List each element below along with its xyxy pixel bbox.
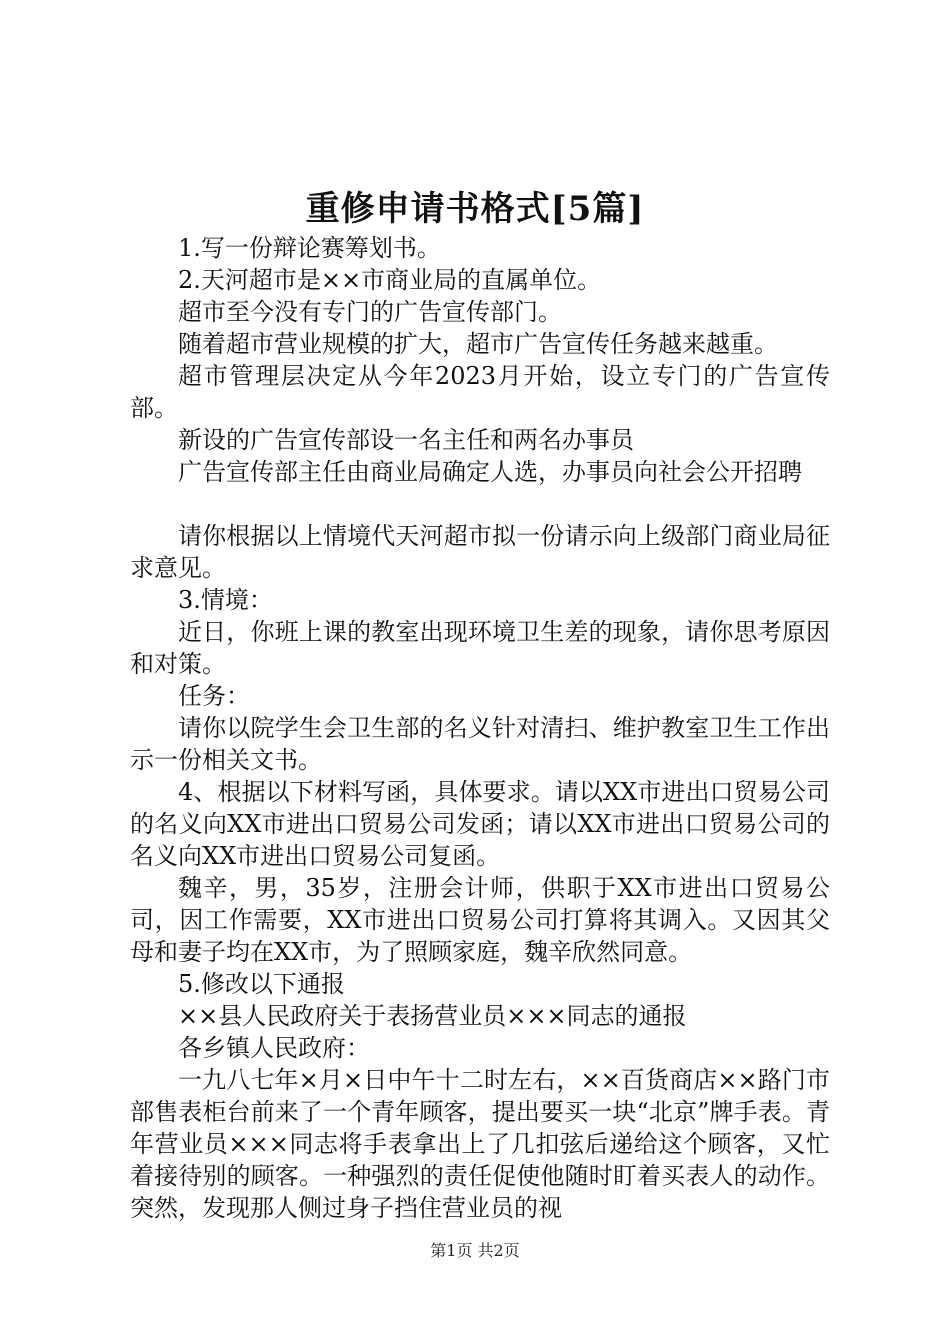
paragraph-7: 广告宣传部主任由商业局确定人选，办事员向社会公开招聘: [178, 458, 802, 486]
paragraph-13: 4、根据以下材料写函，具体要求。请以XX市进出口贸易公司的名义向XX市进出口贸易公司发函；请以XX市进出口贸易公司的名义向XX市进出口贸易公司复函。: [130, 778, 830, 870]
paragraph-6: 新设的广告宣传部设一名主任和两名办事员: [178, 426, 634, 454]
paragraph-10: 近日，你班上课的教室出现环境卫生差的现象，请你思考原因和对策。: [130, 618, 830, 678]
paragraph-3: 超市至今没有专门的广告宣传部门。: [178, 298, 562, 326]
paragraph-9: 3.情境：: [178, 586, 273, 614]
document-title: 重修申请书格式[5篇]: [305, 189, 645, 229]
paragraph-spacer: [130, 488, 830, 520]
page-footer: 第1页 共2页: [430, 1241, 520, 1260]
paragraph-5: 超市管理层决定从今年2023月开始，设立专门的广告宣传部。: [130, 362, 830, 422]
paragraph-17: 各乡镇人民政府：: [178, 1034, 370, 1062]
paragraph-1: 1.写一份辩论赛筹划书。: [178, 234, 441, 262]
paragraph-16: ××县人民政府关于表扬营业员×××同志的通报: [178, 1002, 687, 1030]
paragraph-4: 随着超市营业规模的扩大，超市广告宣传任务越来越重。: [178, 330, 778, 358]
paragraph-12: 请你以院学生会卫生部的名义针对清扫、维护教室卫生工作出示一份相关文书。: [130, 714, 830, 774]
paragraph-14: 魏辛，男，35岁，注册会计师，供职于XX市进出口贸易公司，因工作需要，XX市进出口贸易公司打算将其调入。又因其父母和妻子均在XX市，为了照顾家庭，魏辛欣然同意。: [130, 874, 830, 966]
paragraph-15: 5.修改以下通报: [178, 970, 345, 998]
document-body: [130, 232, 830, 1224]
paragraph-11: 任务：: [178, 682, 250, 710]
paragraph-2: 2.天河超市是××市商业局的直属单位。: [178, 266, 602, 294]
paragraph-18: 一九八七年×月×日中午十二时左右，××百货商店××路门市部售表柜台前来了一个青年顾客，提出要买一块“北京”牌手表。青年营业员×××同志将手表拿出上了几扣弦后递给这个顾客，又忙着接待别的顾客。一种强烈的责任促使他随时盯着买表人的动作。突然，发现那人侧过身子挡住营业员的视: [130, 1066, 830, 1222]
paragraph-8: 请你根据以上情境代天河超市拟一份请示向上级部门商业局征求意见。: [130, 522, 830, 582]
